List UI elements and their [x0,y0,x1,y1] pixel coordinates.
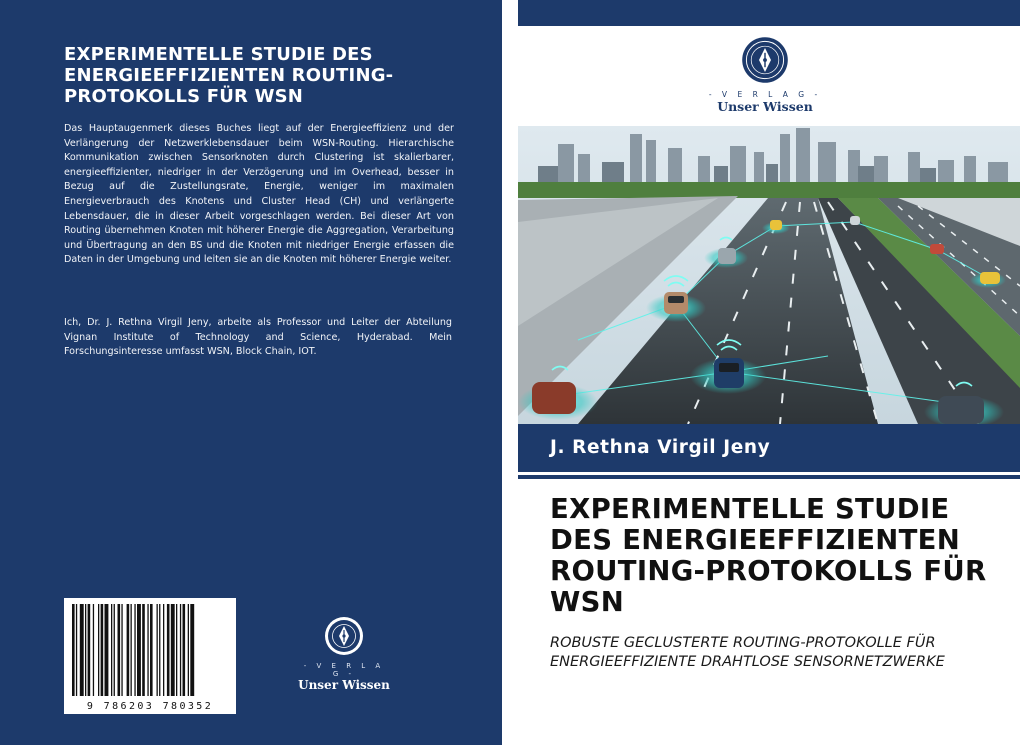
divider-rule [518,475,1020,479]
barcode-bar [105,604,109,696]
back-cover-title: EXPERIMENTELLE STUDIE DES ENERGIEEFFIZIENTEN ROUTING-PROTOKOLLS FÜR WSN [64,44,394,107]
barcode-bar [118,604,121,696]
barcode-bar [85,604,86,696]
front-cover-title: EXPERIMENTELLE STUDIE DES ENERGIEEFFIZIENTEN ROUTING-PROTOKOLLS FÜR WSN [550,493,987,618]
barcode-bars [64,598,236,702]
barcode-bar [167,604,170,696]
barcode-bar [137,604,141,696]
publisher-verlag-label: - V E R L A G - [708,90,822,99]
isbn-barcode [64,598,236,714]
barcode-bar [176,604,177,696]
barcode-bar [72,604,75,696]
barcode-bar [163,604,164,696]
barcode-bar [134,604,135,696]
barcode-bar [171,604,175,696]
spine-gap [502,0,518,745]
barcode-bar [76,604,77,696]
barcode-bar [80,604,84,696]
barcode-bar [127,604,130,696]
barcode-bar [147,604,148,696]
barcode-bar [183,604,186,696]
back-cover-blurb: Das Hauptaugenmerk dieses Buches liegt auf der Energieeffizienz und der Verlängerung der Netzwerklebensdauer beim WSN-Routing. Hierarchische Kommunikation zwischen Sensorknoten durch Clustering ist skalierbarer, energieeffizienter, niedriger in der Verzögerung und im Overhead, besser in Bezug auf die Zustellungsrate, Energie, weniger im maximalen Energieverbrauch des Knotens und Cluster Head (CH) und verlängerte Lebensdauer, die in dieser Arbeit vorgeschlagen werden. Bei dieser Art von Routing übernehmen Knoten mit höherer Energie die Aggregation, Verarbeitung und Übertragung an den BS und die Knoten mit niedriger Energie erfassen die Daten in der Umgebung und leiten sie an die Knoten mit höherer Energie weiter. [64,123,454,266]
back-publisher-logo [296,616,392,692]
front-top-band [518,0,1020,26]
back-cover [0,0,502,745]
author-band [518,424,1020,472]
barcode-bar [180,604,181,696]
barcode-bar [101,604,104,696]
isbn-number: 9 786203 780352 [86,701,214,712]
barcode-bar [188,604,189,696]
barcode-bar [159,604,160,696]
barcode-bar [150,604,153,696]
barcode-bar [121,604,122,696]
barcode-bar [111,604,112,696]
barcode-bar [114,604,115,696]
publisher-name: Unser Wissen [717,99,813,114]
publisher-name: Unser Wissen [298,678,390,692]
barcode-bar [142,604,145,696]
barcode-bar [98,604,99,696]
barcode-bar [157,604,158,696]
pen-nib-seal-icon [324,616,364,656]
front-cover [518,0,1020,745]
front-cover-subtitle: ROBUSTE GECLUSTERTE ROUTING-PROTOKOLLE FÜR ENERGIEEFFIZIENTE DRAHTLOSE SENSORNETZWERKE [550,635,945,670]
barcode-bar [190,604,194,696]
author-name: J. Rethna Virgil Jeny [550,437,771,458]
author-bio: Ich, Dr. J. Rethna Virgil Jeny, arbeite als Professor und Leiter der Abteilung Vignan Institute of Technology and Science, Hyderabad. Mein Forschungsinteresse umfasst WSN, Block Chain, IOT. [64,317,452,358]
publisher-verlag-label: - V E R L A G - [303,662,385,678]
barcode-bar [88,604,91,696]
pen-nib-seal-icon [741,36,789,84]
front-publisher-logo [708,36,822,114]
smart-highway-photo [518,126,1020,424]
barcode-bar [93,604,94,696]
barcode-bar [131,604,132,696]
